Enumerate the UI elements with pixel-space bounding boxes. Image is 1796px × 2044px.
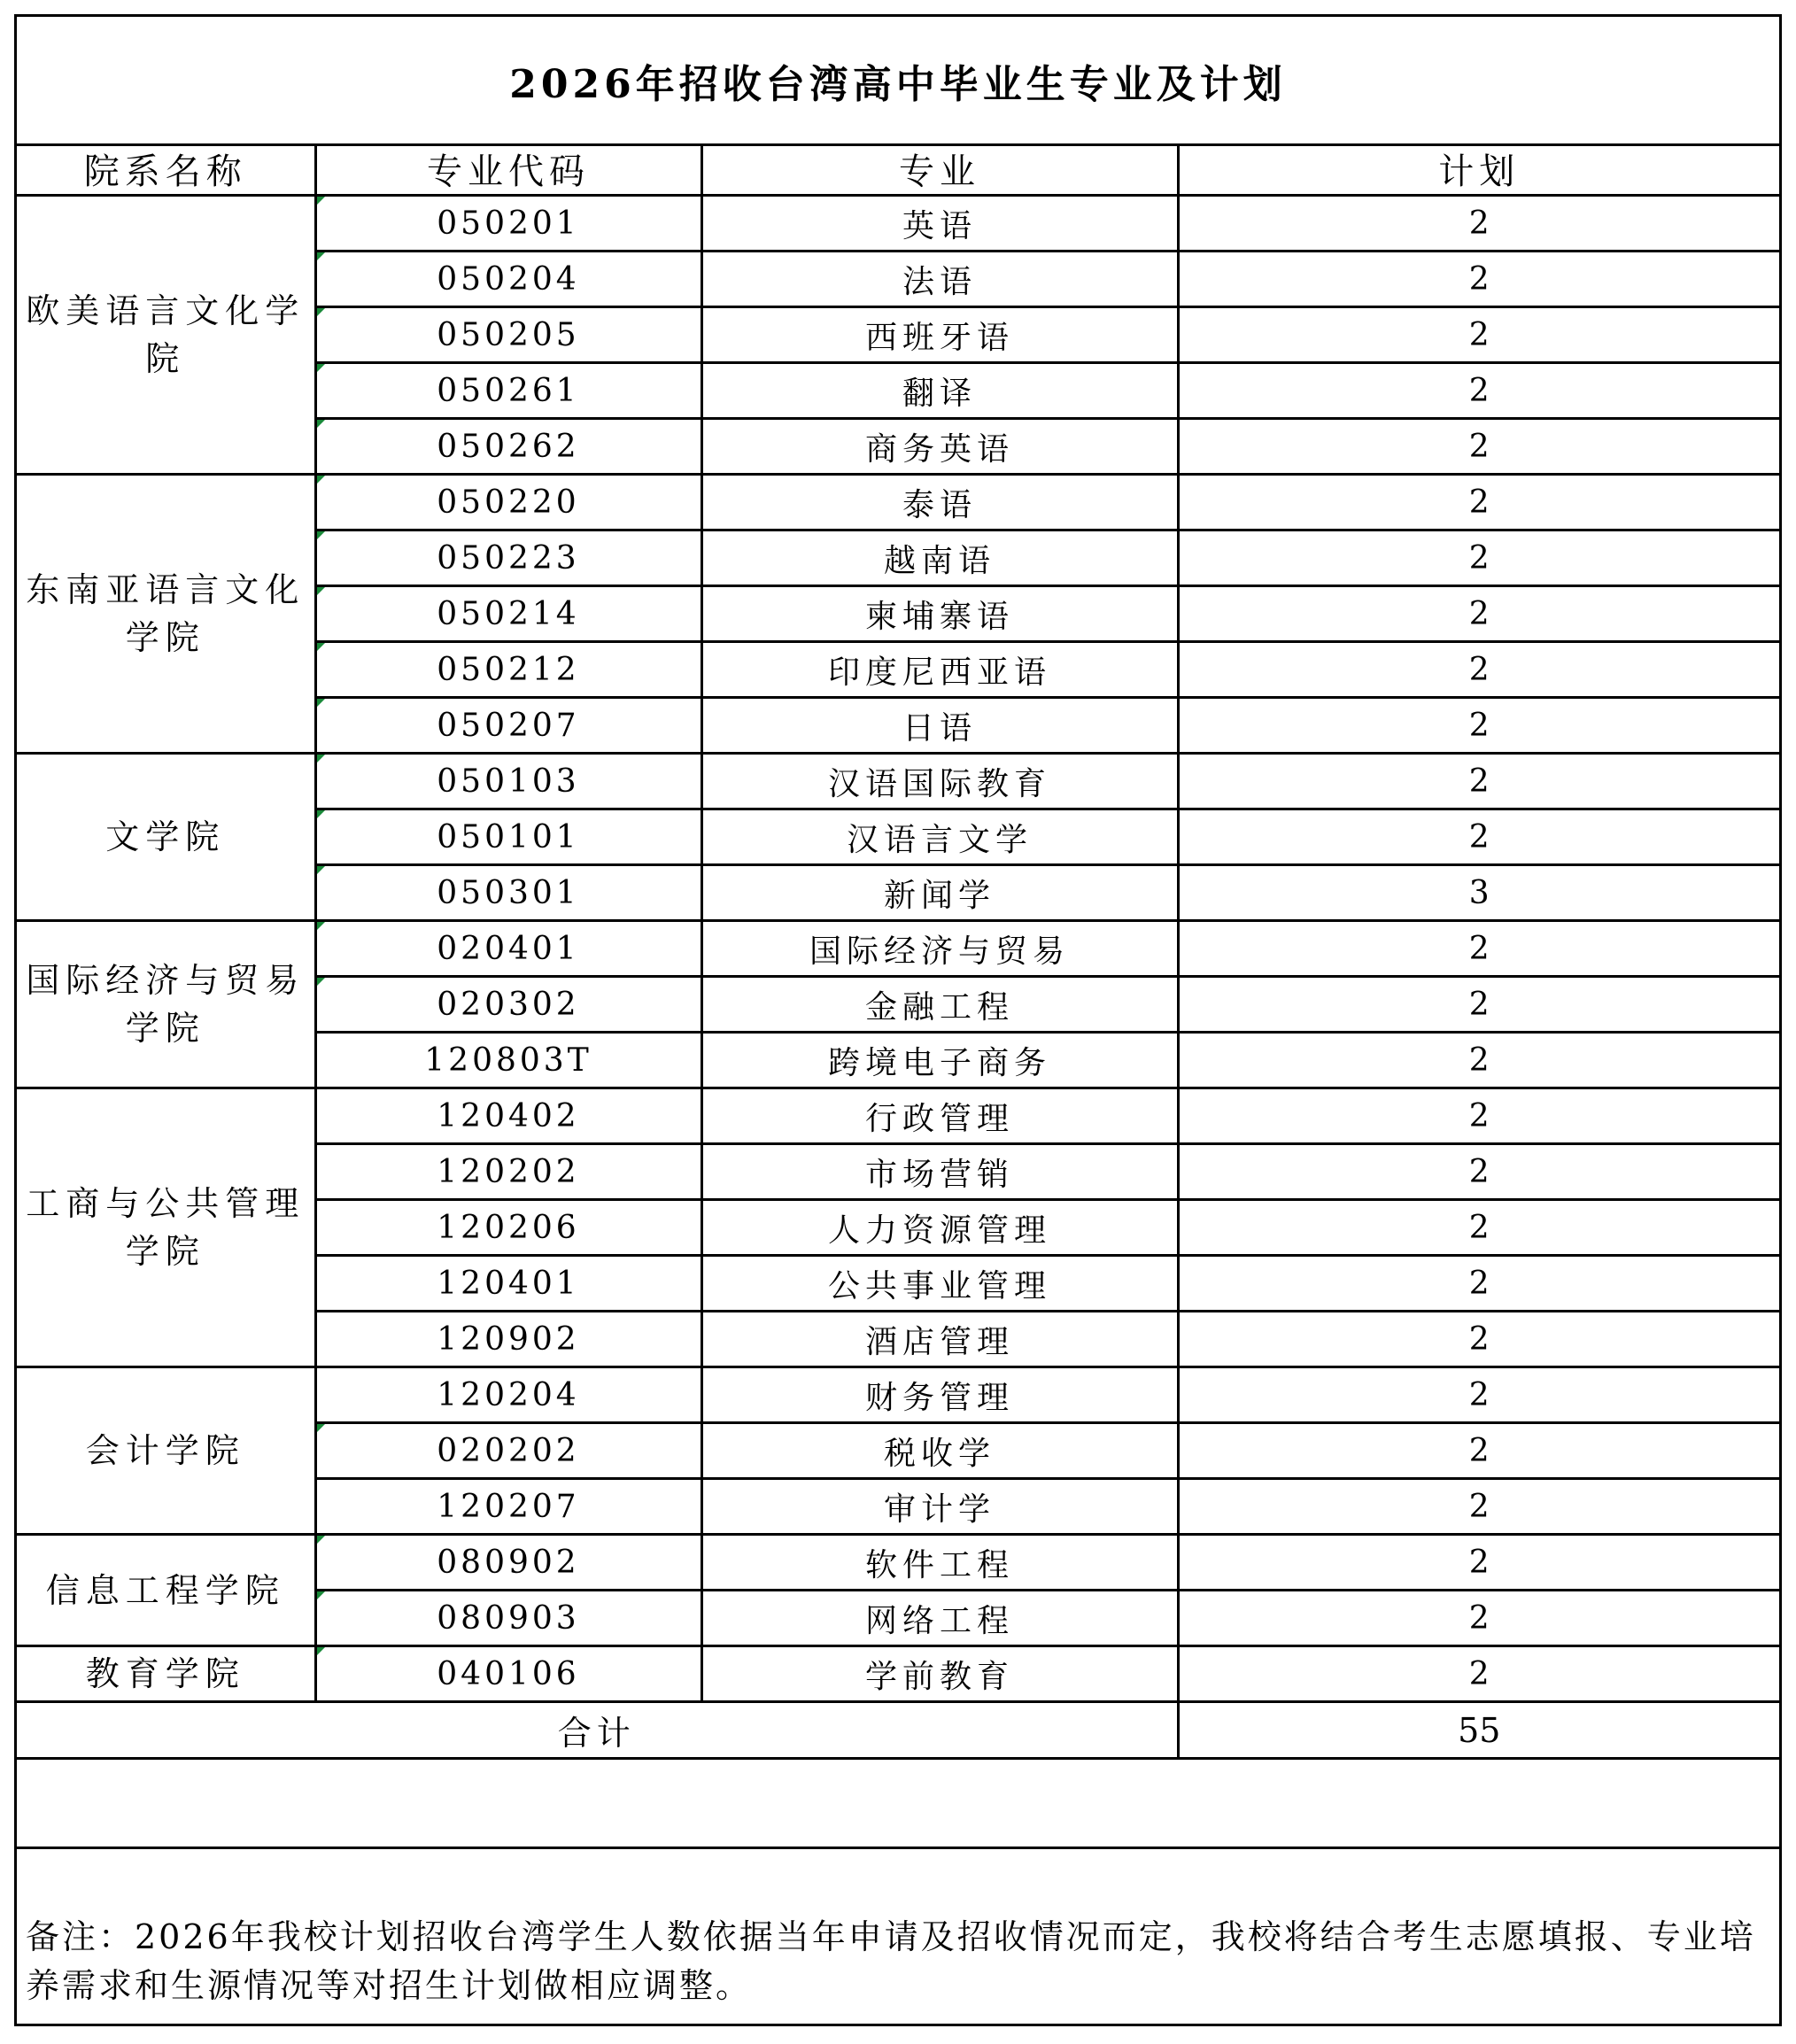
plan-count-cell: 2 — [1178, 1144, 1779, 1200]
plan-count-cell: 2 — [1178, 307, 1779, 363]
plan-count-cell: 2 — [1178, 1591, 1779, 1646]
plan-count-cell: 2 — [1178, 754, 1779, 809]
major-name-cell: 审计学 — [701, 1479, 1178, 1535]
cell-marker-icon — [317, 476, 325, 484]
major-code-cell: 120803T — [315, 1033, 701, 1088]
plan-count-cell: 2 — [1178, 809, 1779, 865]
cell-marker-icon — [317, 197, 325, 205]
document-sheet — [14, 14, 1782, 2026]
plan-count-cell: 2 — [1178, 1646, 1779, 1702]
major-code-cell: 080903 — [315, 1591, 701, 1646]
cell-marker-icon — [317, 699, 325, 707]
major-name-cell: 税收学 — [701, 1423, 1178, 1479]
plan-count-cell: 2 — [1178, 921, 1779, 977]
plan-count-cell: 2 — [1178, 475, 1779, 530]
table-row — [17, 1646, 1779, 1702]
cell-marker-icon — [317, 978, 325, 986]
major-name-cell: 酒店管理 — [701, 1312, 1178, 1367]
dept-cell: 工商与公共管理学院 — [17, 1088, 315, 1367]
major-name-cell: 翻译 — [701, 363, 1178, 419]
plan-count-cell: 2 — [1178, 586, 1779, 642]
plan-count-cell: 2 — [1178, 1367, 1779, 1423]
cell-marker-icon — [317, 364, 325, 372]
major-name-cell: 柬埔寨语 — [701, 586, 1178, 642]
major-name-cell: 日语 — [701, 698, 1178, 754]
table-row — [17, 475, 1779, 530]
major-name-cell: 国际经济与贸易 — [701, 921, 1178, 977]
major-code-cell: 050262 — [315, 419, 701, 475]
table-row — [17, 1535, 1779, 1591]
major-name-cell: 汉语言文学 — [701, 809, 1178, 865]
plan-count-cell: 2 — [1178, 1256, 1779, 1312]
major-name-cell: 行政管理 — [701, 1088, 1178, 1144]
plan-count-cell: 2 — [1178, 698, 1779, 754]
cell-marker-icon — [317, 922, 325, 930]
plan-count-cell: 2 — [1178, 1033, 1779, 1088]
plan-count-cell: 2 — [1178, 252, 1779, 307]
cell-marker-icon — [317, 1647, 325, 1655]
major-code-cell: 050261 — [315, 363, 701, 419]
major-code-cell: 120402 — [315, 1088, 701, 1144]
cell-marker-icon — [317, 252, 325, 260]
cell-marker-icon — [317, 531, 325, 539]
total-label: 合计 — [17, 1702, 1178, 1759]
major-name-cell: 公共事业管理 — [701, 1256, 1178, 1312]
plan-count-cell: 2 — [1178, 363, 1779, 419]
major-name-cell: 新闻学 — [701, 865, 1178, 921]
major-name-cell: 学前教育 — [701, 1646, 1178, 1702]
plan-count-cell: 2 — [1178, 1312, 1779, 1367]
major-name-cell: 越南语 — [701, 530, 1178, 586]
major-code-cell: 050212 — [315, 642, 701, 698]
major-name-cell: 财务管理 — [701, 1367, 1178, 1423]
major-code-cell: 040106 — [315, 1646, 701, 1702]
dept-cell: 东南亚语言文化学院 — [17, 475, 315, 754]
major-code-cell: 050214 — [315, 586, 701, 642]
major-code-cell: 050201 — [315, 196, 701, 252]
major-name-cell: 市场营销 — [701, 1144, 1178, 1200]
major-code-cell: 080902 — [315, 1535, 701, 1591]
table-header-row — [17, 143, 1779, 196]
table-row — [17, 754, 1779, 809]
cell-marker-icon — [317, 810, 325, 818]
major-code-cell: 020302 — [315, 977, 701, 1033]
major-name-cell: 印度尼西亚语 — [701, 642, 1178, 698]
table-row — [17, 921, 1779, 977]
cell-marker-icon — [317, 866, 325, 874]
major-code-cell: 050220 — [315, 475, 701, 530]
major-code-cell: 120401 — [315, 1256, 701, 1312]
dept-cell: 教育学院 — [17, 1646, 315, 1702]
major-code-cell: 120204 — [315, 1367, 701, 1423]
total-row — [17, 1702, 1779, 1759]
dept-cell: 欧美语言文化学院 — [17, 196, 315, 475]
major-name-cell: 英语 — [701, 196, 1178, 252]
plan-count-cell: 3 — [1178, 865, 1779, 921]
plan-count-cell: 2 — [1178, 1423, 1779, 1479]
major-code-cell: 120206 — [315, 1200, 701, 1256]
enrollment-plan-table — [17, 143, 1779, 1760]
plan-count-cell: 2 — [1178, 1535, 1779, 1591]
major-code-cell: 050207 — [315, 698, 701, 754]
header-dept: 院系名称 — [17, 143, 315, 196]
major-code-cell: 020202 — [315, 1423, 701, 1479]
cell-marker-icon — [317, 1424, 325, 1432]
table-row — [17, 196, 1779, 252]
major-code-cell: 050301 — [315, 865, 701, 921]
cell-marker-icon — [317, 643, 325, 651]
major-code-cell: 120202 — [315, 1144, 701, 1200]
major-name-cell: 软件工程 — [701, 1535, 1178, 1591]
major-code-cell: 050103 — [315, 754, 701, 809]
cell-marker-icon — [317, 1536, 325, 1544]
plan-count-cell: 2 — [1178, 419, 1779, 475]
plan-count-cell: 2 — [1178, 977, 1779, 1033]
total-value: 55 — [1178, 1702, 1779, 1759]
major-code-cell: 120902 — [315, 1312, 701, 1367]
major-name-cell: 商务英语 — [701, 419, 1178, 475]
header-plan: 计划 — [1178, 143, 1779, 196]
cell-marker-icon — [317, 420, 325, 428]
cell-marker-icon — [317, 587, 325, 595]
dept-cell: 国际经济与贸易学院 — [17, 921, 315, 1088]
major-code-cell: 120207 — [315, 1479, 701, 1535]
dept-cell: 会计学院 — [17, 1367, 315, 1535]
document-title: 2026年招收台湾高中毕业生专业及计划 — [17, 17, 1779, 146]
major-code-cell: 050204 — [315, 252, 701, 307]
plan-count-cell: 2 — [1178, 642, 1779, 698]
major-name-cell: 西班牙语 — [701, 307, 1178, 363]
remark-note: 备注：2026年我校计划招收台湾学生人数依据当年申请及招收情况而定，我校将结合考生志愿填报、专业培养需求和生源情况等对招生计划做相应调整。 — [17, 1847, 1779, 2024]
major-name-cell: 法语 — [701, 252, 1178, 307]
plan-count-cell: 2 — [1178, 530, 1779, 586]
major-name-cell: 金融工程 — [701, 977, 1178, 1033]
header-major: 专业 — [701, 143, 1178, 196]
major-name-cell: 跨境电子商务 — [701, 1033, 1178, 1088]
major-code-cell: 020401 — [315, 921, 701, 977]
plan-count-cell: 2 — [1178, 1088, 1779, 1144]
major-name-cell: 网络工程 — [701, 1591, 1178, 1646]
cell-marker-icon — [317, 308, 325, 316]
major-name-cell: 泰语 — [701, 475, 1178, 530]
table-row — [17, 1088, 1779, 1144]
plan-count-cell: 2 — [1178, 1200, 1779, 1256]
major-code-cell: 050205 — [315, 307, 701, 363]
plan-count-cell: 2 — [1178, 196, 1779, 252]
dept-cell: 文学院 — [17, 754, 315, 921]
dept-cell: 信息工程学院 — [17, 1535, 315, 1646]
header-code: 专业代码 — [315, 143, 701, 196]
major-name-cell: 人力资源管理 — [701, 1200, 1178, 1256]
cell-marker-icon — [317, 1591, 325, 1599]
plan-count-cell: 2 — [1178, 1479, 1779, 1535]
cell-marker-icon — [317, 755, 325, 763]
major-name-cell: 汉语国际教育 — [701, 754, 1178, 809]
major-code-cell: 050223 — [315, 530, 701, 586]
table-row — [17, 1367, 1779, 1423]
major-code-cell: 050101 — [315, 809, 701, 865]
